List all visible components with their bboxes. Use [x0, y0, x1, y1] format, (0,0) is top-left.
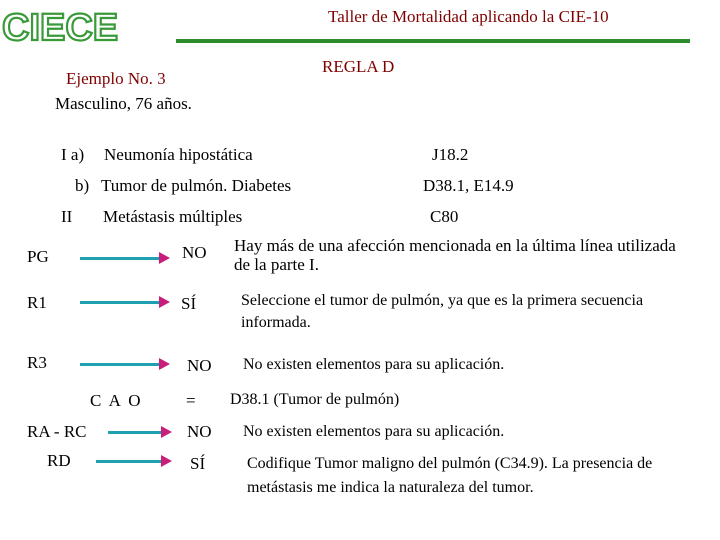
rule-answer: NO: [187, 356, 212, 375]
rule-text: Hay más de una afección mencionada en la última línea utilizada de la parte I.: [234, 236, 676, 274]
cert-label: b): [75, 176, 90, 195]
arrow-right-icon: [108, 431, 162, 434]
rule-text: No existen elementos para su aplicación.: [243, 423, 505, 440]
example-title: Ejemplo No. 3: [66, 69, 166, 88]
rule-text: No existen elementos para su aplicación.: [243, 356, 505, 373]
rule-name: C A O: [90, 391, 143, 410]
cert-text: Tumor de pulmón. Diabetes: [101, 176, 292, 195]
cert-text: Metástasis múltiples: [103, 207, 243, 226]
cert-code: D38.1, E14.9: [423, 176, 514, 195]
cert-code: J18.2: [432, 145, 469, 164]
rule-title: REGLA D: [322, 57, 395, 76]
arrow-right-icon: [96, 460, 162, 463]
rule-text: D38.1 (Tumor de pulmón): [230, 391, 400, 408]
rule-name: R1: [27, 293, 47, 312]
rule-name: R3: [27, 353, 47, 372]
cert-label: I a): [61, 145, 85, 164]
header-divider: [176, 39, 690, 43]
cert-text: Neumonía hipostática: [104, 145, 253, 164]
rule-text: Seleccione el tumor de pulmón, ya que es la primera secuencia informada.: [241, 292, 644, 331]
arrow-right-icon: [80, 301, 160, 304]
arrow-right-icon: [80, 363, 160, 366]
rule-answer: SÍ: [181, 294, 197, 313]
rule-name: PG: [27, 247, 49, 266]
rule-name: RA - RC: [27, 422, 87, 441]
rule-answer: SÍ: [190, 454, 206, 473]
rule-text: Codifique Tumor maligno del pulmón (C34.9). La presencia de metástasis me indica la naturaleza del tumor.: [247, 455, 653, 496]
rule-name: RD: [47, 451, 71, 470]
patient-info: Masculino, 76 años.: [55, 94, 192, 113]
rule-answer: NO: [187, 422, 212, 441]
rule-answer: =: [186, 391, 196, 410]
cert-label: II: [61, 207, 73, 226]
logo-lettering: CIECE: [2, 7, 119, 49]
cemece-logo-icon: [2, 2, 119, 49]
header-title: Taller de Mortalidad aplicando la CIE-10: [328, 7, 609, 26]
arrow-right-icon: [80, 257, 160, 260]
rule-answer: NO: [182, 243, 207, 262]
cert-code: C80: [430, 207, 459, 226]
